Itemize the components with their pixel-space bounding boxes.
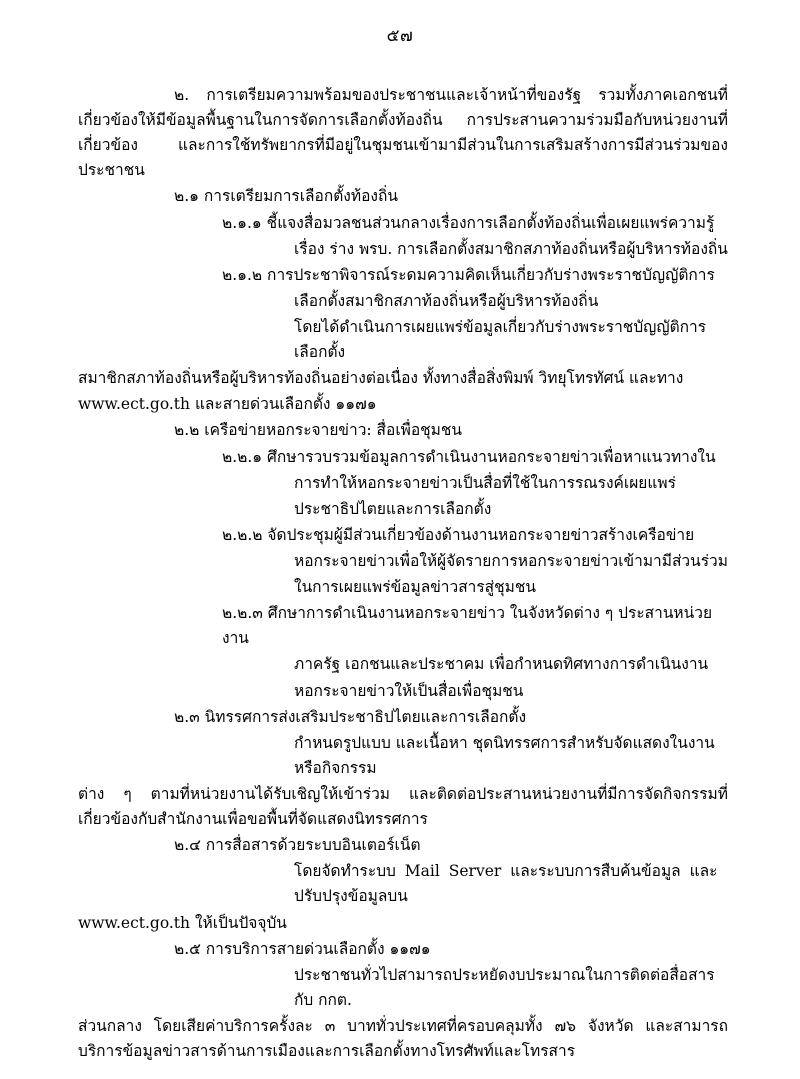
paragraph: ๒. การเตรียมความพร้อมของประชาชนและเจ้าหน้าที่ของรัฐ รวมทั้งภาคเอกชนที่เกี่ยวข้องให้มีข้อมูลพื้นฐานในการจัดการเลือกตั้งท้องถิ่น การประสานความร่วมมือกับหน่วยงานที่เกี่ยวข้อง และการใช้ทรัพยากรที่มีอยู่ในชุมชนเข้ามามีส่วนในการเสริมสร้างการมีส่วนร่วมของประชาชน bbox=[78, 86, 728, 180]
paragraph: ประชาธิปไตยและการเลือกตั้ง bbox=[294, 499, 492, 518]
paragraph: การทำให้หอกระจายข่าวเป็นสื่อที่ใช้ในการรณรงค์เผยแพร่ bbox=[294, 473, 676, 492]
paragraph: ภาครัฐ เอกชนและประชาคม เพื่อกำหนดทิศทางการดำเนินงาน bbox=[294, 655, 709, 674]
paragraph: www.ect.go.th ให้เป็นปัจจุบัน bbox=[78, 913, 287, 932]
paragraph: ต่าง ๆ ตามที่หน่วยงานได้รับเชิญให้เข้าร่วม และติดต่อประสานหน่วยงานที่มีการจัดกิจกรรมที่เกี่ยวข้องกับสำนักงานเพื่อขอพื้นที่จัดแสดงนิทรรศการ bbox=[78, 784, 728, 829]
paragraph: ๒.๕ การบริการสายด่วนเลือกตั้ง ๑๑๗๑ bbox=[174, 939, 431, 958]
paragraph: ประชาชนทั่วไปสามารถประหยัดงบประมาณในการติดต่อสื่อสารกับ กกต. bbox=[294, 965, 715, 1009]
paragraph: ๒.๓ นิทรรศการส่งเสริมประชาธิปไตยและการเลือกตั้ง bbox=[174, 707, 527, 726]
paragraph: หอกระจายข่าวให้เป็นสื่อเพื่อชุมชน bbox=[294, 681, 524, 700]
paragraph: ๒.๑.๑ ชี้แจงสื่อมวลชนส่วนกลางเรื่องการเลือกตั้งท้องถิ่นเพื่อเผยแพร่ความรู้ bbox=[222, 213, 715, 232]
paragraph: ๒.๒.๓ ศึกษาการดำเนินงานหอกระจายข่าว ในจังหวัดต่าง ๆ ประสานหน่วยงาน bbox=[222, 604, 713, 648]
document-page bbox=[0, 22, 800, 1079]
document-body bbox=[0, 83, 800, 1064]
paragraph: โดยจัดทำระบบ Mail Server และระบบการสืบค้นข้อมูล และปรับปรุงข้อมูลบน bbox=[294, 862, 718, 906]
paragraph: ๒.๑ การเตรียมการเลือกตั้งท้องถิ่น bbox=[174, 187, 398, 206]
paragraph: ๒.๑.๒ การประชาพิจารณ์ระดมความคิดเห็นเกี่ยวกับร่างพระราชบัญญัติการ bbox=[222, 265, 715, 284]
paragraph: โดยได้ดำเนินการเผยแพร่ข้อมูลเกี่ยวกับร่างพระราชบัญญัติการเลือกตั้ง bbox=[294, 317, 707, 362]
paragraph: กำหนดรูปแบบ และเนื้อหา ชุดนิทรรศการสำหรับจัดแสดงในงาน หรือกิจกรรม bbox=[294, 733, 715, 777]
paragraph: หอกระจายข่าวเพื่อให้ผู้จัดรายการหอกระจายข่าวเข้ามามีส่วนร่วม bbox=[294, 551, 728, 570]
paragraph: ๒.๒.๑ ศึกษารวบรวมข้อมูลการดำเนินงานหอกระจายข่าวเพื่อหาแนวทางใน bbox=[222, 447, 716, 466]
paragraph: ในการเผยแพร่ข้อมูลข่าวสารสู่ชุมชน bbox=[294, 578, 536, 597]
paragraph: ส่วนกลาง โดยเสียค่าบริการครั้งละ ๓ บาททั่วประเทศที่ครอบคลุมทั้ง ๗๖ จังหวัด และสามารถบริการข้อมูลข่าวสารด้านการเมืองและการเลือกตั้งทางโทรศัพท์และโทรสาร bbox=[78, 1016, 728, 1061]
paragraph: ๒.๒ เครือข่ายหอกระจายข่าว: สื่อเพื่อชุมชน bbox=[174, 421, 462, 440]
paragraph: ๒.๒.๒ จัดประชุมผู้มีส่วนเกี่ยวข้องด้านงานหอกระจายข่าวสร้างเครือข่าย bbox=[222, 525, 695, 544]
paragraph: www.ect.go.th และสายด่วนเลือกตั้ง ๑๑๗๑ bbox=[78, 395, 377, 414]
paragraph: เลือกตั้งสมาชิกสภาท้องถิ่นหรือผู้บริหารท้องถิ่น bbox=[294, 291, 599, 310]
paragraph: เรื่อง ร่าง พรบ. การเลือกตั้งสมาชิกสภาท้องถิ่นหรือผู้บริหารท้องถิ่น bbox=[294, 239, 728, 258]
paragraph: สมาชิกสภาท้องถิ่นหรือผู้บริหารท้องถิ่นอย่างต่อเนื่อง ทั้งทางสื่อสิ่งพิมพ์ วิทยุโทรทัศน์ และทาง bbox=[78, 369, 684, 388]
page-number: ๕๗ bbox=[386, 26, 414, 46]
paragraph: ๒.๔ การสื่อสารด้วยระบบอินเตอร์เน็ต bbox=[174, 836, 421, 855]
